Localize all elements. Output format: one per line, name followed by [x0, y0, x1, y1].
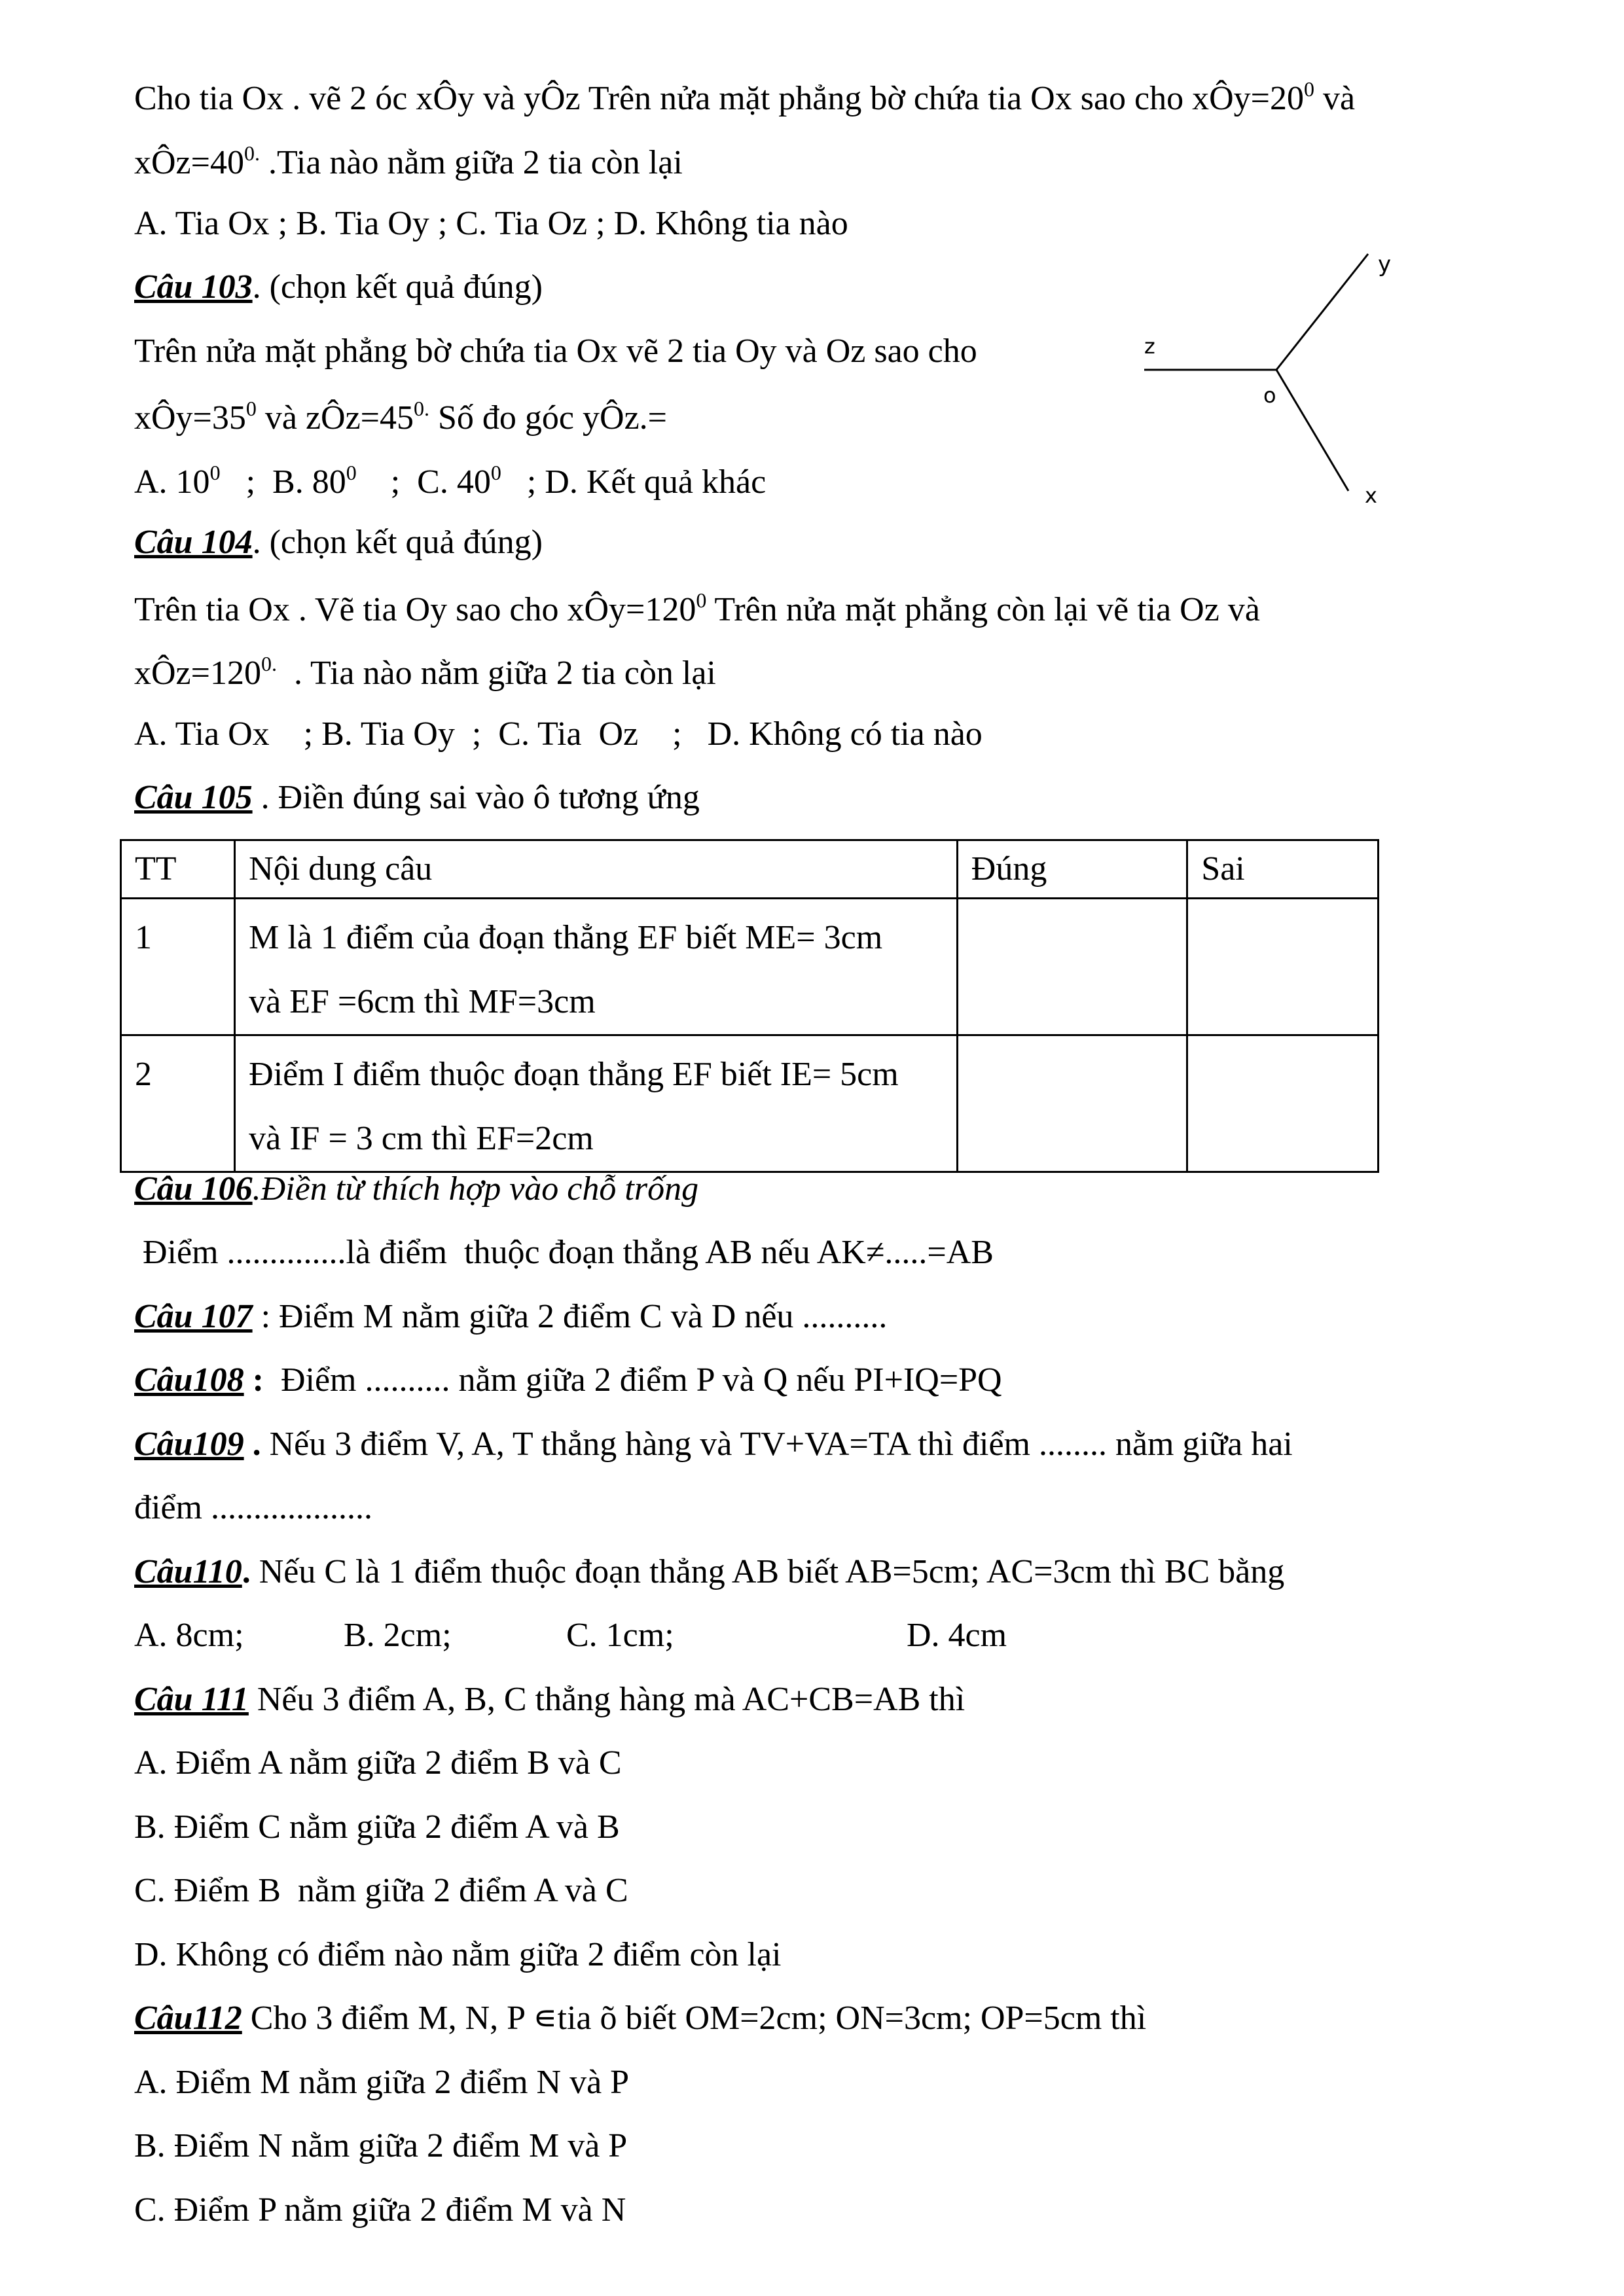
question-heading: Câu 105 . Điền đúng sai vào ô tương ứng: [134, 779, 700, 816]
question-number: Câu108: [134, 1361, 244, 1399]
question-number: Câu110: [134, 1553, 242, 1590]
label-x: x: [1365, 483, 1377, 508]
answer-option: C. Điểm B nằm giữa 2 điểm A và C: [134, 1872, 628, 1909]
answer-option: A. Điểm A nằm giữa 2 điểm B và C: [134, 1744, 622, 1782]
header-content: Nội dung câu: [235, 840, 958, 899]
header-tt: TT: [121, 840, 235, 899]
false-answer-cell[interactable]: [1187, 899, 1379, 1035]
question-number: Câu 106: [134, 1170, 253, 1208]
true-answer-cell[interactable]: [957, 1035, 1187, 1172]
question-line: Cho tia Ox . vẽ 2 óc xÔy và yÔz Trên nửa mặt phẳng bờ chứa tia Ox sao cho $xÔy=20^0$ và: [134, 77, 1356, 117]
answer-options: A. Tia Ox ; B. Tia Oy ; C. Tia Oz ; D. Không có tia nào: [134, 715, 983, 753]
answer-option: D. Không có điểm nào nằm giữa 2 điểm còn lại: [134, 1936, 782, 1973]
answer-option: C. Điểm P nằm giữa 2 điểm M và N: [134, 2191, 626, 2229]
question-number: Câu 104: [134, 524, 253, 561]
ray-ox: [1276, 370, 1348, 491]
question-heading: Câu 104. (chọn kết quả đúng): [134, 524, 543, 561]
header-true: Đúng: [957, 840, 1187, 899]
label-o: o: [1263, 383, 1276, 408]
answer-options: A. $10^0$ ; B. $80^0$ ; C. $40^0$ ; D. Kết quả khác: [134, 461, 767, 501]
table-row: [121, 1035, 1379, 1172]
question-number: Câu 105: [134, 779, 253, 816]
answer-option: B. Điểm N nằm giữa 2 điểm M và P: [134, 2127, 628, 2164]
question-line: $xÔz=120^{0.}$ . Tia nào nằm giữa 2 tia còn lại: [134, 652, 716, 692]
row-content: Điểm I điểm thuộc đoạn thẳng EF biết IE= 5cm và IF = 3 cm thì EF=2cm: [235, 1035, 958, 1172]
question-heading: Câu109 . Nếu 3 điểm V, A, T thẳng hàng và TV+VA=TA thì điểm ........ nằm giữa hai: [134, 1426, 1293, 1463]
row-content: M là 1 điểm của đoạn thẳng EF biết ME= 3cm và EF =6cm thì MF=3cm: [235, 899, 958, 1035]
question-line: $xÔy=35^0$ và $zÔz=45^{0.}$ Số đo góc yÔz.=: [134, 397, 667, 437]
question-number: Câu 103: [134, 268, 253, 306]
fill-blank-line: Điểm ..............là điểm thuộc đoạn thẳng AB nếu AK≠.....=AB: [134, 1234, 994, 1271]
question-line: $xÔz=40^{0.}$ .Tia nào nằm giữa 2 tia còn lại: [134, 141, 683, 181]
question-line: điểm ...................: [134, 1489, 372, 1526]
question-line: Trên nửa mặt phẳng bờ chứa tia Ox vẽ 2 tia Oy và Oz sao cho: [134, 332, 977, 370]
true-false-table: [120, 839, 1379, 1173]
question-number: Câu109: [134, 1426, 244, 1463]
answer-options: A. Tia Ox ; B. Tia Oy ; C. Tia Oz ; D. Không tia nào: [134, 205, 848, 242]
question-number: Câu 111: [134, 1681, 249, 1718]
label-y: y: [1378, 251, 1392, 278]
row-number: 2: [121, 1035, 235, 1172]
question-heading: Câu 106.Điền từ thích hợp vào chỗ trống: [134, 1170, 699, 1208]
label-z: z: [1144, 334, 1155, 359]
question-line: Trên tia Ox . Vẽ tia Oy sao cho $xÔy=120^0$ Trên nửa mặt phẳng còn lại vẽ tia Oz và: [134, 588, 1260, 628]
ray-oy: [1276, 254, 1368, 370]
question-number: Câu112: [134, 2000, 242, 2037]
header-false: Sai: [1187, 840, 1379, 899]
question-heading: Câu 111 Nếu 3 điểm A, B, C thẳng hàng mà AC+CB=AB thì: [134, 1681, 965, 1718]
table-header-row: [121, 840, 1379, 899]
question-number: Câu 107: [134, 1298, 253, 1335]
answer-option: A. Điểm M nằm giữa 2 điểm N và P: [134, 2064, 630, 2101]
row-number: 1: [121, 899, 235, 1035]
question-heading: Câu110. Nếu C là 1 điểm thuộc đoạn thẳng AB biết AB=5cm; AC=3cm thì BC bằng: [134, 1553, 1285, 1590]
question-heading: Câu 107 : Điểm M nằm giữa 2 điểm C và D nếu ..........: [134, 1298, 888, 1335]
false-answer-cell[interactable]: [1187, 1035, 1379, 1172]
document-page: Cho tia Ox . vẽ 2 óc xÔy và yÔz Trên nửa mặt phẳng bờ chứa tia Ox sao cho $xÔy=20^0$ và $xÔz=40^{0.}$ .Tia nào nằm giữa 2 tia còn lại A. Tia Ox ; B. Tia Oy ; C. Tia Oz ; D. Không tia nào Câu 103. (chọn kết quả đúng) Trên nửa mặt phẳng bờ chứa tia Ox vẽ 2 tia Oy và Oz sao cho $xÔy=35^0$ và $zÔz=45^{0.}$ Số đo góc yÔz.= A. $10^0$ ; B. $80^0$ ; C. $40^0$ ; D. Kết quả khác y z o x Câu 104. (chọn kết quả đúng) Trên tia Ox . Vẽ tia Oy sao cho $xÔy=120^0$ Trên nửa mặt phẳng còn lại vẽ tia Oz và $xÔz=120^{0.}$ . Tia nào nằm giữa 2 tia còn lại A. Tia Ox ; B. Tia Oy ; C. Tia Oz ; D. Không có tia nào Câu 105 . Điền đúng sai vào ô tương ứng TT Nội dung câu Đúng Sai 1 M là 1 điểm của đoạn thẳng EF biết ME= 3cm và EF =6cm thì MF=3cm 2 Điểm I điểm thuộc đoạn thẳng EF biết IE= 5cm và IF = 3 cm thì EF=2cm Câu 106.Điền từ thích hợp vào chỗ trống Điểm ..............là điểm thuộc đoạn thẳng AB nếu AK≠.....=AB Câu 107 : Điểm M nằm giữa 2 điểm C và D nếu .......... Câu108 : Điểm .......... nằm giữa 2 điểm P và Q nếu PI+IQ=PQ Câu109 . Nếu 3 điểm V, A, T thẳng hàng và TV+VA=TA thì điểm ........ nằm giữa hai điểm ................... Câu110. Nếu C là 1 điểm thuộc đoạn thẳng AB biết AB=5cm; AC=3cm thì BC bằng A. 8cm; B. 2cm; C. 1cm; D. 4cm Câu 111 Nếu 3 điểm A, B, C thẳng hàng mà AC+CB=AB thì A. Điểm A nằm giữa 2 điểm B và C B. Điểm C nằm giữa 2 điểm A và B C. Điểm B nằm giữa 2 điểm A và C D. Không có điểm nào nằm giữa 2 điểm còn lại Câu112 Cho 3 điểm M, N, P ∊tia õ biết OM=2cm; ON=3cm; OP=5cm thì A. Điểm M nằm giữa 2 điểm N và P B. Điểm N nằm giữa 2 điểm M và P C. Điểm P nằm giữa 2 điểm M và N: [0, 0, 1624, 2296]
question-heading: Câu 103. (chọn kết quả đúng): [134, 268, 543, 306]
table-row: [121, 899, 1379, 1035]
question-heading: Câu108 : Điểm .......... nằm giữa 2 điểm P và Q nếu PI+IQ=PQ: [134, 1361, 1002, 1399]
question-heading: Câu112 Cho 3 điểm M, N, P ∊tia õ biết OM=2cm; ON=3cm; OP=5cm thì: [134, 2000, 1147, 2037]
true-answer-cell[interactable]: [957, 899, 1187, 1035]
angle-figure: [1126, 242, 1427, 517]
answer-option: B. Điểm C nằm giữa 2 điểm A và B: [134, 1808, 620, 1846]
